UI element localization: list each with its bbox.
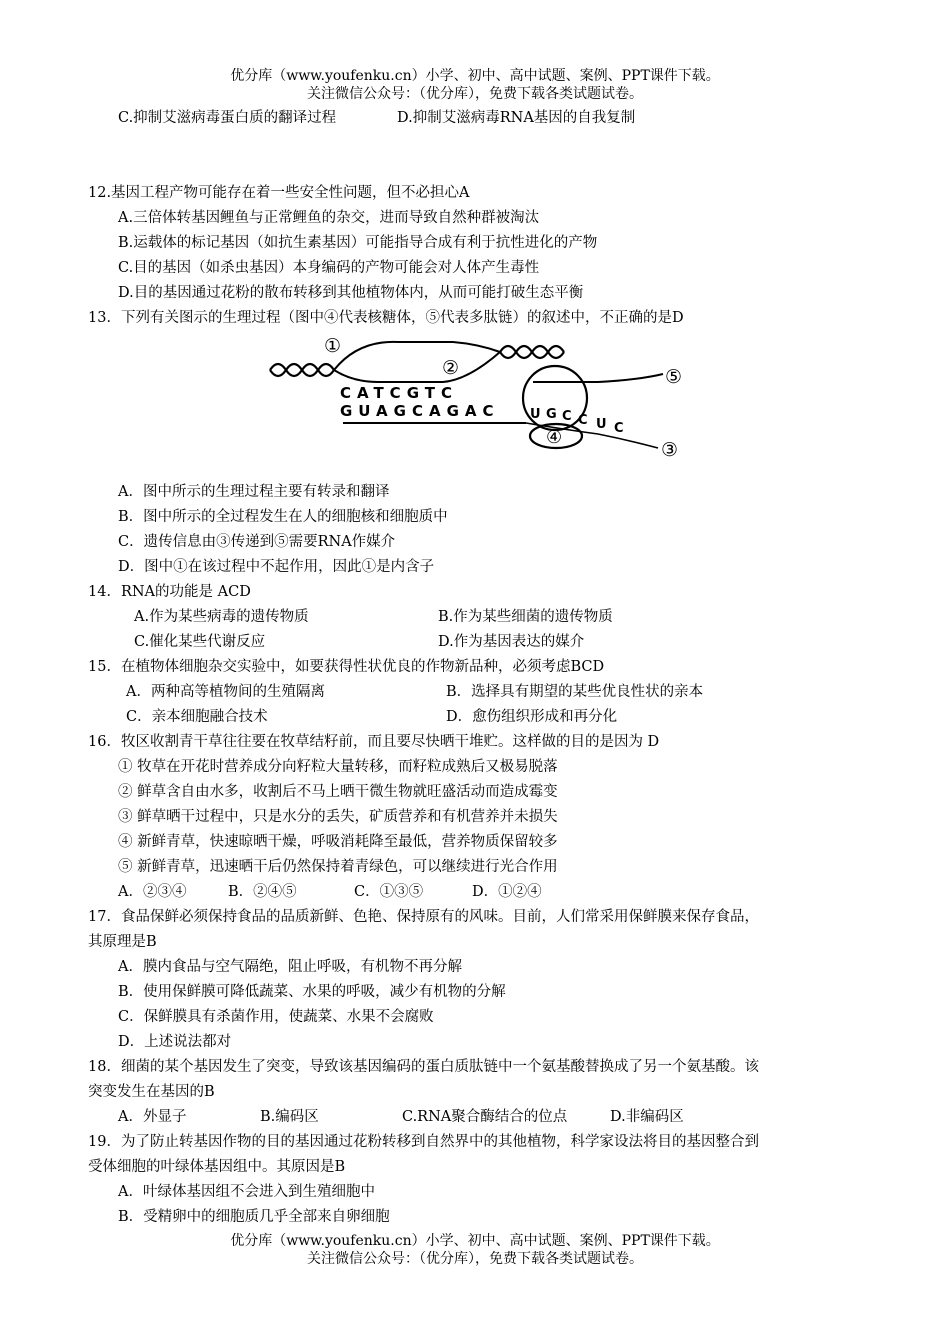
dna-sequence: CATCGTC (340, 384, 458, 402)
dna-helix-right (500, 346, 564, 358)
q19-stem-line1: 19．为了防止转基因作物的目的基因通过花粉转移到自然界中的其他植物，科学家设法将目的基因整合到 (88, 1134, 759, 1150)
q15-stem: 15．在植物体细胞杂交实验中，如要获得性状优良的作物新品种，必须考虑BCD (88, 659, 605, 675)
label-2: ② (442, 357, 460, 379)
q17-option-c: C．保鲜膜具有杀菌作用，使蔬菜、水果不会腐败 (118, 1009, 434, 1025)
page-header-line1: 优分库（www.youfenku.cn）小学、初中、高中试题、案例、PPT课件下载。 (230, 68, 720, 84)
q17-option-b: B．使用保鲜膜可降低蔬菜、水果的呼吸，减少有机物的分解 (118, 984, 506, 1000)
q18-stem-line2: 突变发生在基因的B (88, 1084, 215, 1100)
label-3: ③ (661, 439, 679, 461)
q12-option-d: D.目的基因通过花粉的散布转移到其他植物体内，从而可能打破生态平衡 (118, 285, 584, 301)
q14-stem: 14．RNA的功能是 ACD (88, 584, 251, 600)
rna-tail-base-1: U (530, 407, 541, 422)
q15-option-c: C．亲本细胞融合技术 (126, 709, 268, 725)
q16-statement-1: ① 牧草在开花时营养成分向籽粒大量转移，而籽粒成熟后又极易脱落 (118, 759, 558, 775)
q15-option-b: B．选择具有期望的某些优良性状的亲本 (446, 684, 704, 700)
q12-option-c: C.目的基因（如杀虫基因）本身编码的产物可能会对人体产生毒性 (118, 260, 540, 276)
page-header-line2: 关注微信公众号：（优分库），免费下载各类试题试卷。 (307, 86, 643, 102)
q12-option-b: B.运载体的标记基因（如抗生素基因）可能指导合成有利于抗性进化的产物 (118, 235, 598, 251)
q12-option-a: A.三倍体转基因鲤鱼与正常鲤鱼的杂交，进而导致自然种群被淘汰 (118, 210, 540, 226)
q17-stem-line2: 其原理是B (88, 934, 157, 950)
q16-stem: 16．牧区收割青干草往往要在牧草结籽前，而且要尽快晒干堆贮。这样做的目的是因为 D (88, 734, 660, 750)
q11-option-c: C.抑制艾滋病毒蛋白质的翻译过程 (118, 110, 337, 126)
q13-stem: 13．下列有关图示的生理过程（图中④代表核糖体，⑤代表多肽链）的叙述中，不正确的是D (88, 310, 684, 326)
label-1: ① (324, 335, 342, 357)
q15-option-d: D．愈伤组织形成和再分化 (446, 709, 618, 725)
q17-option-d: D．上述说法都对 (118, 1034, 232, 1050)
q19-option-b: B．受精卵中的细胞质几乎全部来自卵细胞 (118, 1209, 390, 1225)
q18-option-d: D.非编码区 (610, 1109, 684, 1125)
q16-statement-5: ⑤ 新鲜青草，迅速晒干后仍然保持着青绿色，可以继续进行光合作用 (118, 859, 558, 875)
page-footer-line2: 关注微信公众号：（优分库），免费下载各类试题试卷。 (307, 1251, 643, 1267)
rna-tail-base-5: U (596, 417, 607, 432)
q16-statement-2: ② 鲜草含自由水多，收割后不马上晒干微生物就旺盛活动而造成霉变 (118, 784, 558, 800)
q14-option-c: C.催化某些代谢反应 (134, 634, 266, 650)
rna-tail-base-4: C (578, 413, 588, 428)
q16-option-b: B．②④⑤ (228, 884, 297, 900)
q18-option-a: A．外显子 (118, 1109, 187, 1125)
q15-option-a: A．两种高等植物间的生殖隔离 (126, 684, 325, 700)
q18-option-c: C.RNA聚合酶结合的位点 (402, 1109, 568, 1125)
q19-stem-line2: 受体细胞的叶绿体基因组中。其原因是B (88, 1159, 346, 1175)
rna-tail-base-6: C (614, 421, 624, 436)
q11-option-d: D.抑制艾滋病毒RNA基因的自我复制 (397, 110, 636, 126)
rna-tail-base-3: C (562, 409, 572, 424)
q14-option-a: A.作为某些病毒的遗传物质 (134, 609, 309, 625)
page-footer-line1: 优分库（www.youfenku.cn）小学、初中、高中试题、案例、PPT课件下载。 (230, 1233, 720, 1249)
rna-sequence: GUAGCAGAC (340, 402, 500, 420)
rna-tail-base-2: G (546, 407, 557, 422)
q16-option-d: D．①②④ (472, 884, 542, 900)
q14-option-b: B.作为某些细菌的遗传物质 (438, 609, 613, 625)
dna-helix-left (270, 364, 334, 376)
q13-option-b: B．图中所示的全过程发生在人的细胞核和细胞质中 (118, 509, 448, 525)
q16-statement-4: ④ 新鲜青草，快速晾晒干燥，呼吸消耗降至最低，营养物质保留较多 (118, 834, 558, 850)
q17-stem-line1: 17．食品保鲜必须保持食品的品质新鲜、色艳、保持原有的风味。目前，人们常采用保鲜膜来保存食品， (88, 909, 759, 925)
q16-option-a: A．②③④ (118, 884, 187, 900)
q19-option-a: A．叶绿体基因组不会进入到生殖细胞中 (118, 1184, 375, 1200)
q13-option-a: A．图中所示的生理过程主要有转录和翻译 (118, 484, 390, 500)
label-5: ⑤ (665, 366, 683, 388)
q14-option-d: D.作为基因表达的媒介 (438, 634, 585, 650)
q12-stem: 12.基因工程产物可能存在着一些安全性问题，但不必担心A (88, 185, 470, 201)
q13-option-d: D．图中①在该过程中不起作用，因此①是内含子 (118, 559, 435, 575)
q17-option-a: A．膜内食品与空气隔绝，阻止呼吸，有机物不再分解 (118, 959, 462, 975)
label-4: ④ (546, 427, 563, 448)
dna-template-strand (334, 352, 500, 382)
transcription-translation-figure (268, 330, 688, 465)
q16-statement-3: ③ 鲜草晒干过程中，只是水分的丢失，矿质营养和有机营养并未损失 (118, 809, 558, 825)
dna-upper-strand (334, 342, 500, 370)
q16-option-c: C．①③⑤ (354, 884, 424, 900)
q18-option-b: B.编码区 (260, 1109, 319, 1125)
polypeptide-chain (533, 374, 663, 382)
q18-stem-line1: 18．细菌的某个基因发生了突变，导致该基因编码的蛋白质肽链中一个氨基酸替换成了另一个氨基酸。该 (88, 1059, 759, 1075)
q13-option-c: C．遗传信息由③传递到⑤需要RNA作媒介 (118, 534, 396, 550)
